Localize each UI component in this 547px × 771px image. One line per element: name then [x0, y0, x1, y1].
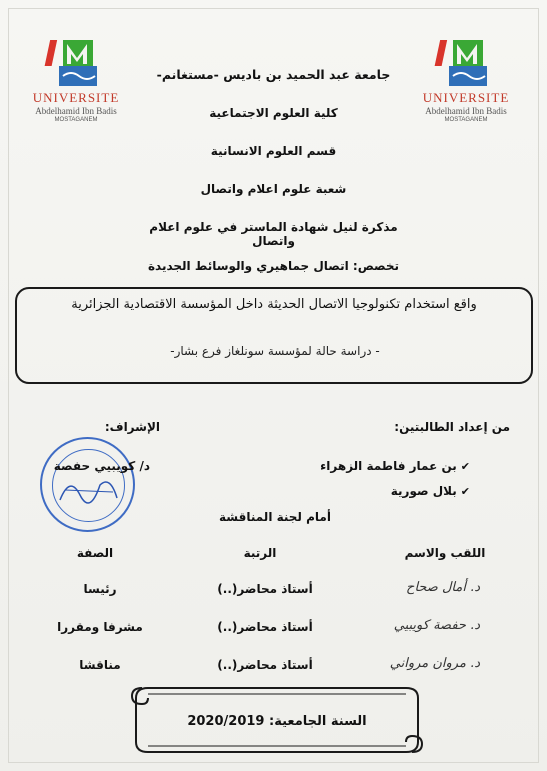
check-icon: ✔: [460, 460, 470, 473]
students-label: من إعداد الطالبتين:: [394, 420, 510, 434]
student-name: بلال صورية: [390, 484, 457, 498]
university-emblem-icon: [431, 36, 501, 88]
header-name: اللقب والاسم: [404, 546, 486, 560]
university-city: MOSTAGANEM: [54, 117, 98, 123]
university-name: UNIVERSITE: [422, 90, 510, 105]
signature-icon: [55, 470, 125, 510]
member-name: د. حفصة كويبيي: [393, 618, 480, 633]
member-name: د. أمال صحاح: [406, 580, 480, 595]
committee-label: أمام لجنة المناقشة: [219, 510, 331, 524]
member-role: مشرفا ومقررا: [57, 620, 143, 634]
member-rank: أستاذ محاضر(..): [217, 582, 313, 596]
university-emblem-icon: [41, 36, 111, 88]
member-rank: أستاذ محاضر(..): [217, 620, 313, 634]
university-name: UNIVERSITE: [32, 90, 120, 105]
thesis-title: واقع استخدام تكنولوجيا الاتصال الحديثة داخل المؤسسة الاقتصادية الجزائرية: [71, 297, 477, 312]
university-subname: Abdelhamid Ibn Badis: [35, 106, 117, 116]
member-rank: أستاذ محاضر(..): [217, 658, 313, 672]
branch-line: شعبة علوم اعلام واتصال: [200, 182, 347, 196]
student-name: بن عمار فاطمة الزهراء: [320, 459, 457, 473]
supervisor-name: د/ كويبيي حفصة: [53, 459, 150, 473]
specialty-line: تخصص: اتصال جماهيري والوسائط الجديدة: [147, 259, 400, 273]
member-role: رئيسا: [83, 582, 117, 596]
member-role: مناقشا: [79, 658, 121, 672]
student-item: [270, 459, 470, 473]
university-logo-left: [16, 36, 136, 126]
thesis-line: مذكرة لنيل شهادة الماستر في علوم اعلام واتصال: [149, 220, 398, 248]
header-rank: الرتبة: [243, 546, 277, 560]
university-city: MOSTAGANEM: [444, 117, 488, 123]
member-name: د. مروان مرواني: [389, 656, 480, 671]
supervision-label: الإشراف:: [104, 420, 160, 434]
department-line: قسم العلوم الانسانية: [210, 144, 337, 158]
university-subname: Abdelhamid Ibn Badis: [425, 106, 507, 116]
academic-year: السنة الجامعية: 2020/2019: [187, 714, 367, 729]
student-item: [270, 484, 470, 498]
university-line: جامعة عبد الحميد بن باديس -مستغانم-: [156, 67, 391, 82]
university-logo-right: [406, 36, 526, 126]
faculty-line: كلية العلوم الاجتماعية: [209, 106, 338, 120]
check-icon: ✔: [460, 485, 470, 498]
thesis-subtitle: - دراسة حالة لمؤسسة سونلغاز فرع بشار-: [170, 344, 380, 358]
header-role: الصفة: [76, 546, 114, 560]
